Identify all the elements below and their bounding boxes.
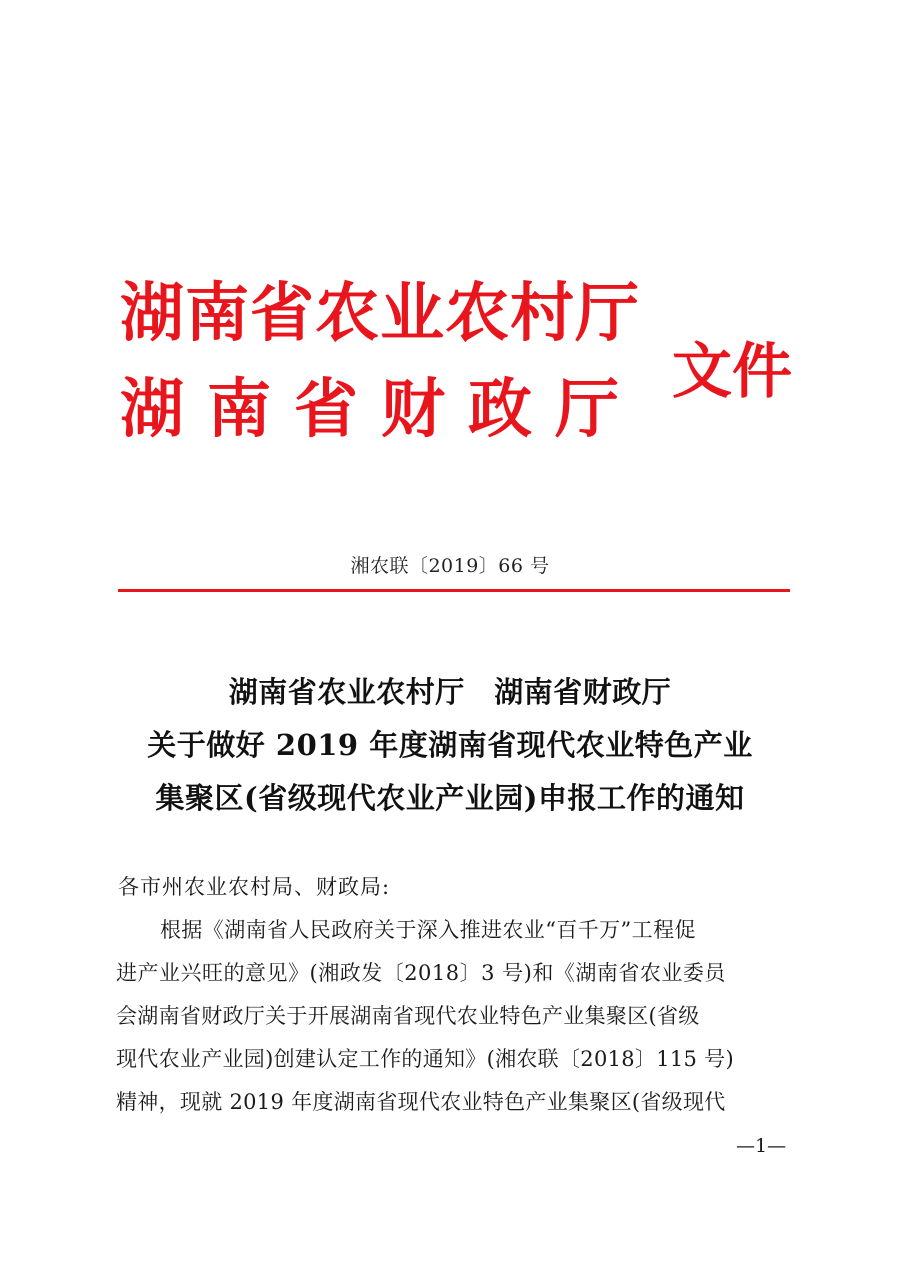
salutation: 各市州农业农村局、财政局: xyxy=(118,875,391,899)
red-letterhead xyxy=(120,268,800,468)
title-line-1: 湖南省农业农村厅 湖南省财政厅 xyxy=(228,675,672,709)
body-line: 现代农业产业园)创建认定工作的通知》(湘农联〔2018〕115 号) xyxy=(116,1047,734,1071)
title-line-2: 关于做好 2019 年度湖南省现代农业特色产业 xyxy=(147,728,753,762)
document-type-label: 文件 xyxy=(672,337,792,407)
body-line: 精神，现就 2019 年度湖南省现代农业特色产业集聚区(省级现代 xyxy=(116,1090,726,1114)
page-number: —1— xyxy=(736,1135,787,1157)
body-line: 进产业兴旺的意见》(湘政发〔2018〕3 号)和《湖南省农业委员 xyxy=(116,961,726,985)
body-line: 会湖南省财政厅关于开展湖南省现代农业特色产业集聚区(省级 xyxy=(116,1004,700,1028)
red-divider xyxy=(118,589,790,592)
title-line-3: 集聚区(省级现代农业产业园)申报工作的通知 xyxy=(155,781,745,815)
body-line: 根据《湖南省人民政府关于深入推进农业“百千万”工程促 xyxy=(160,918,696,942)
issuer-agriculture-department: 湖南省农业农村厅 xyxy=(120,277,640,351)
issuer-finance-department: 湖南省财政厅 xyxy=(120,373,642,447)
document-number: 湘农联〔2019〕66 号 xyxy=(350,555,550,577)
